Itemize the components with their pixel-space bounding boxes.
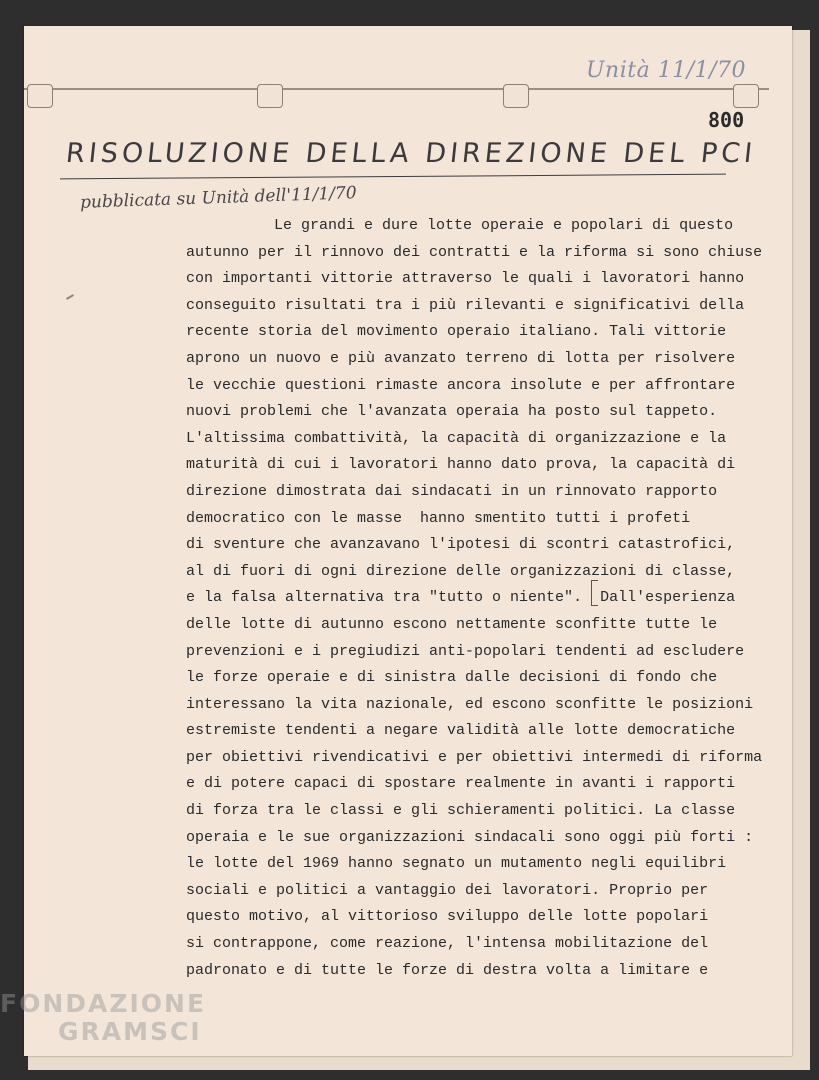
text-line: con importanti vittorie attraverso le quali i lavoratori hanno — [186, 270, 745, 288]
text-line: aprono un nuovo e più avanzato terreno di lotta per risolvere — [186, 349, 736, 367]
text-line: prevenzioni e i pregiudizi anti-popolari tendenti ad escludere — [186, 642, 745, 660]
text-line: al di fuori di ogni direzione delle organizzazioni di classe, — [186, 562, 736, 580]
text-line: operaia e le sue organizzazioni sindacali sono oggi più forti : — [186, 828, 754, 846]
binder-tab — [733, 84, 759, 108]
text-line: si contrappone, come reazione, l'intensa mobilitazione del — [186, 935, 709, 953]
text-line: direzione dimostrata dai sindacati in un rinnovato rapporto — [186, 482, 718, 500]
text-line: di forza tra le classi e gli schieramenti politici. La classe — [186, 802, 736, 820]
handwritten-source-note: Unità 11/1/70 — [586, 58, 747, 83]
handwritten-title: RISOLUZIONE DELLA DIREZIONE DEL PCI — [64, 138, 758, 169]
watermark-logo — [0, 990, 206, 1046]
text-line: nuovi problemi che l'avanzata operaia ha posto sul tappeto. — [186, 403, 718, 421]
text-line: recente storia del movimento operaio italiano. Tali vittorie — [186, 323, 727, 341]
text-line: L'altissima combattività, la capacità di organizzazione e la — [186, 429, 727, 447]
text-line: le lotte del 1969 hanno segnato un mutamento negli equilibri — [186, 855, 727, 873]
binder-clip-line — [24, 88, 769, 90]
text-line: autunno per il rinnovo dei contratti e la riforma si sono chiuse — [186, 243, 763, 261]
binder-tab — [503, 84, 529, 108]
text-line: estremiste tendenti a negare validità alle lotte democratiche — [186, 722, 736, 740]
text-line: democratico con le masse hanno smentito tutti i profeti — [186, 509, 691, 527]
text-line: le forze operaie e di sinistra dalle decisioni di fondo che — [186, 669, 718, 687]
watermark-line: GRAMSCI — [58, 1017, 202, 1046]
text-line: di sventure che avanzavano l'ipotesi di scontri catastrofici, — [186, 536, 736, 554]
text-line: sociali e politici a vantaggio dei lavoratori. Proprio per — [186, 881, 709, 899]
page-number: 800 — [708, 108, 745, 132]
typed-body-text — [186, 213, 786, 984]
text-line: e di potere capaci di spostare realmente in avanti i rapporti — [186, 775, 736, 793]
text-line: per obiettivi rivendicativi e per obiettivi intermedi di riforma — [186, 748, 763, 766]
text-line: padronato e di tutte le forze di destra volta a limitare e — [186, 961, 709, 979]
text-line: e la falsa alternativa tra "tutto o niente". Dall'esperienza — [186, 589, 736, 607]
binder-tab — [27, 84, 53, 108]
text-line: delle lotte di autunno escono nettamente sconfitte tutte le — [186, 615, 718, 633]
text-line: maturità di cui i lavoratori hanno dato prova, la capacità di — [186, 456, 736, 474]
text-line: interessano la vita nazionale, ed escono sconfitte le posizioni — [186, 695, 754, 713]
watermark-line: FONDAZIONE — [0, 989, 207, 1018]
binder-tab — [257, 84, 283, 108]
handwritten-bracket-mark — [591, 580, 598, 606]
text-line: le vecchie questioni rimaste ancora insolute e per affrontare — [186, 376, 736, 394]
handwritten-subtitle: pubblicata su Unità dell'11/1/70 — [79, 183, 357, 213]
text-line: conseguito risultati tra i più rilevanti e significativi della — [186, 296, 745, 314]
text-line: Le grandi e dure lotte operaie e popolari di questo — [274, 217, 734, 234]
text-line: questo motivo, al vittorioso sviluppo delle lotte popolari — [186, 908, 709, 926]
